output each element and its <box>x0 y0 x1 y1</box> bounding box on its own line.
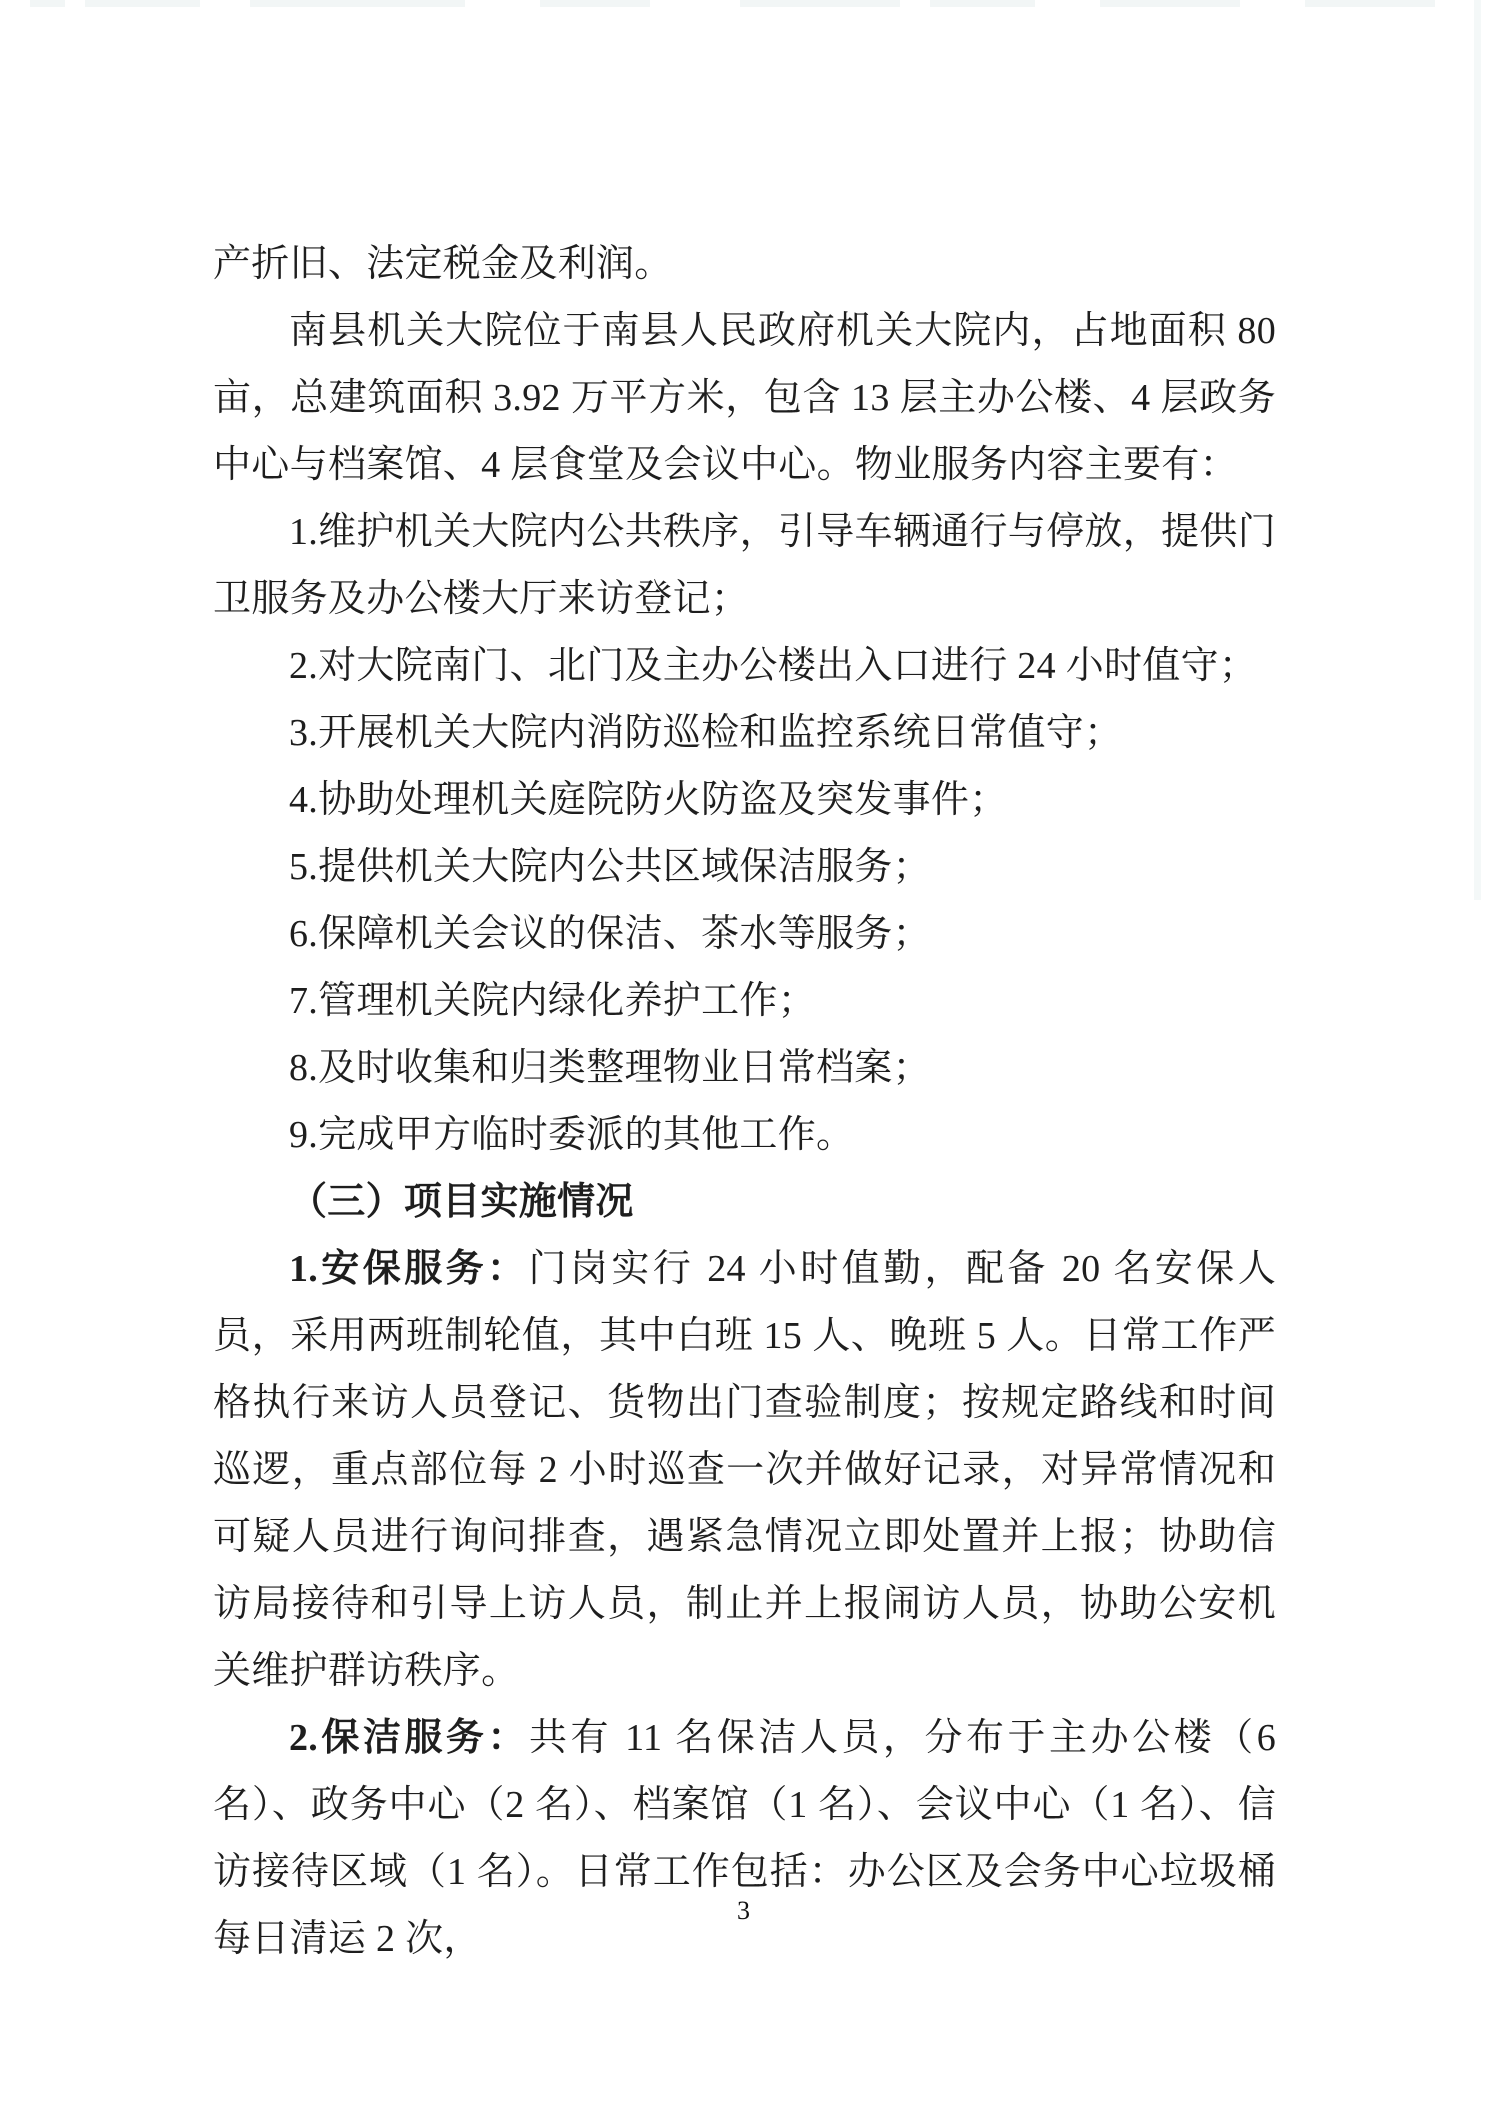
page-number: 3 <box>737 1896 750 1925</box>
section-heading: （三）项目实施情况 <box>289 1181 634 1223</box>
paragraph-lead: 1.安保服务： <box>289 1248 529 1290</box>
toolbar-remnant-fragment <box>1100 0 1240 7</box>
paragraph: 1.维护机关大院内公共秩序，引导车辆通行与停放，提供门卫服务及办公楼大厅来访登记； <box>213 511 1276 620</box>
paragraph: 5.提供机关大院内公共区域保洁服务； <box>289 846 931 888</box>
toolbar-remnant-fragment <box>30 0 65 7</box>
paragraph: 4.协助处理机关庭院防火防盗及突发事件； <box>289 779 1008 821</box>
paragraph: 6.保障机关会议的保洁、茶水等服务； <box>289 913 931 955</box>
toolbar-remnant-fragment <box>740 0 900 7</box>
paragraph: 3.开展机关大院内消防巡检和监控系统日常值守； <box>289 712 1123 754</box>
paragraph: 产折旧、法定税金及利润。 <box>213 243 673 285</box>
toolbar-remnant-fragment <box>930 0 1035 7</box>
toolbar-remnant-fragment <box>540 0 650 7</box>
paragraph: 2.保洁服务：共有 11 名保洁人员，分布于主办公楼（6 名）、政务中心（2 名）、档案馆（1 名）、会议中心（1 名）、信访接待区域（1 名）。日常工作包括：办公区及会务中心垃圾桶每日清运 2 次， <box>213 1717 1276 1960</box>
paragraph: 8.及时收集和归类整理物业日常档案； <box>289 1047 931 1089</box>
paragraph-lead: 2.保洁服务： <box>289 1717 529 1759</box>
toolbar-remnant-strip <box>0 0 1487 8</box>
paragraph: 南县机关大院位于南县人民政府机关大院内，占地面积 80 亩，总建筑面积 3.92 万平方米，包含 13 层主办公楼、4 层政务中心与档案馆、4 层食堂及会议中心。物业服务内容主要有： <box>213 310 1276 486</box>
paragraph: 9.完成甲方临时委派的其他工作。 <box>289 1114 855 1156</box>
paragraph: 7.管理机关院内绿化养护工作； <box>289 980 817 1022</box>
toolbar-remnant-fragment <box>250 0 465 7</box>
paragraph: 2.对大院南门、北门及主办公楼出入口进行 24 小时值守； <box>289 645 1258 687</box>
toolbar-remnant-fragment <box>1305 0 1435 7</box>
toolbar-remnant-fragment <box>85 0 200 7</box>
scrollbar-remnant <box>1474 0 1481 900</box>
document-body <box>213 231 1276 1973</box>
paragraph: 1.安保服务：门岗实行 24 小时值勤，配备 20 名安保人员，采用两班制轮值，其中白班 15 人、晚班 5 人。日常工作严格执行来访人员登记、货物出门查验制度；按规定路线和时间巡逻，重点部位每 2 小时巡查一次并做好记录，对异常情况和可疑人员进行询问排查，遇紧急情况立即处置并上报；协助信访局接待和引导上访人员，制止并上报闹访人员，协助公安机关维护群访秩序。 <box>213 1248 1276 1692</box>
